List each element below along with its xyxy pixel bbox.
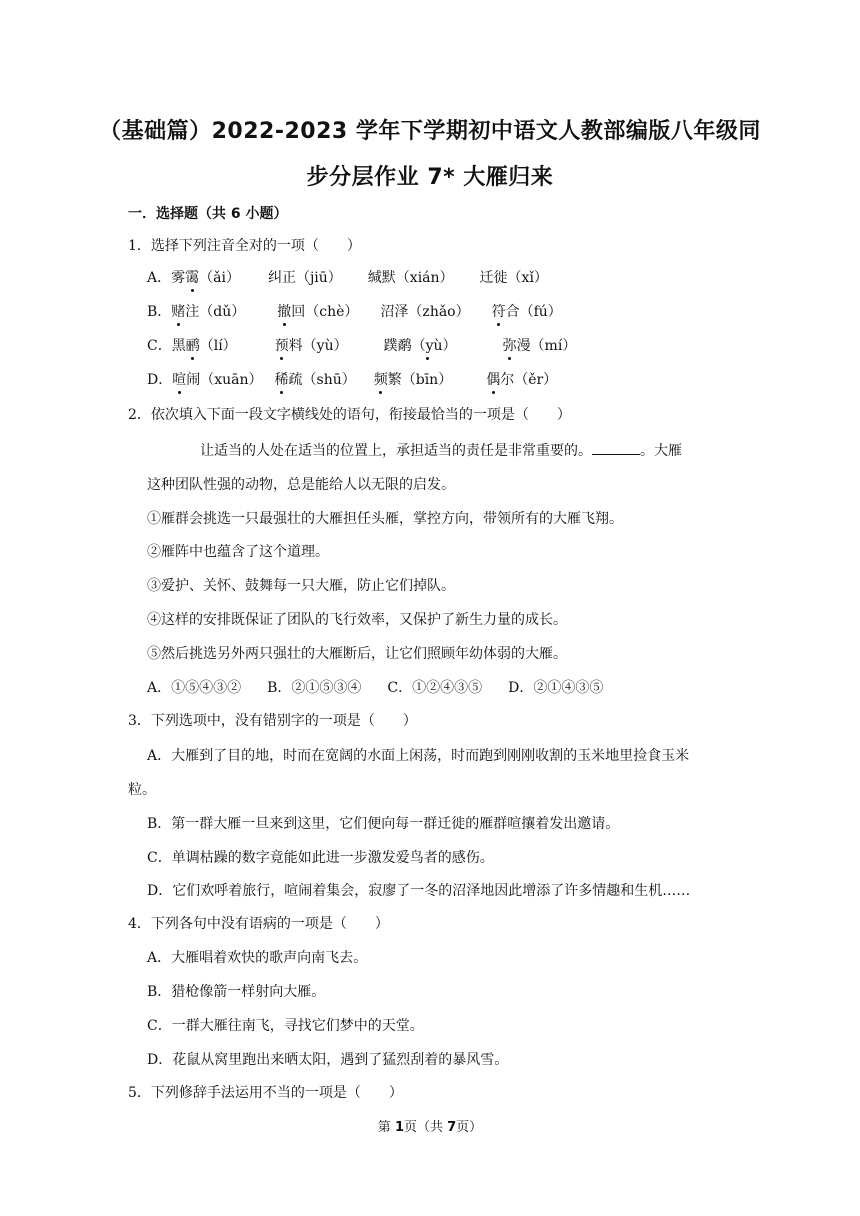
q4-option-c: C．一群大雁往南飞，寻找它们梦中的天堂。 bbox=[147, 1018, 424, 1034]
q5-stem: 5．下列修辞手法运用不当的一项是（ ） bbox=[128, 1085, 403, 1101]
fill-blank-line bbox=[592, 440, 640, 455]
q4-option-b: B．猎枪像箭一样射向大雁。 bbox=[147, 984, 326, 1000]
dotted-char: 预 bbox=[274, 338, 289, 354]
q2-option-b: B．②①⑤③④ bbox=[267, 680, 362, 696]
section-heading: 一．选择题（共 6 小题） bbox=[128, 206, 288, 222]
dotted-char: 撤 bbox=[277, 304, 292, 320]
document-title-line1: （基础篇）2022-2023 学年下学期初中语文人教部编版八年级同 bbox=[99, 119, 761, 144]
dotted-char: 符 bbox=[491, 304, 506, 320]
q2-stem: 2．依次填入下面一段文字横线处的语句，衔接最恰当的一项是（ ） bbox=[128, 407, 571, 423]
q4-option-a: A．大雁唱着欢快的歌声向南飞去。 bbox=[147, 950, 368, 966]
q4-option-d: D．花鼠从窝里跑出来晒太阳，遇到了猛烈刮着的暴风雪。 bbox=[147, 1052, 509, 1068]
q2-sentence-4: ④这样的安排既保证了团队的飞行效率，又保护了新生力量的成长。 bbox=[147, 612, 567, 628]
q3-option-a-line2: 粒。 bbox=[128, 782, 156, 798]
dotted-char: 霭 bbox=[185, 270, 200, 286]
dotted-char: 弥 bbox=[502, 338, 517, 354]
q3-option-c: C．单调枯躁的数字竟能如此进一步激发爱鸟者的感伤。 bbox=[147, 850, 494, 866]
q1-stem: 1．选择下列注音全对的一项（ ） bbox=[128, 238, 361, 254]
q1-option-c: C．黑鹂（lí） 预料（yù） 蹼鹬（yù） 弥漫（mí） bbox=[147, 338, 577, 354]
dotted-char: 偶 bbox=[486, 372, 501, 388]
page-footer: 第 1页（共 7页） bbox=[377, 1120, 483, 1135]
dotted-char: 鹬（yù） bbox=[397, 338, 457, 354]
dotted-char: 赌 bbox=[171, 304, 186, 320]
q1-option-b: B．赌注（dǔ） 撤回（chè） 沼泽（zhǎo） 符合（fú） bbox=[147, 304, 562, 320]
q2-options bbox=[147, 678, 603, 698]
q3-option-a-line1: A．大雁到了目的地，时而在宽阔的水面上闲荡，时而跑到刚刚收割的玉米地里捡食玉米 bbox=[147, 748, 690, 764]
q3-option-b: B．第一群大雁一旦来到这里，它们便向每一群迁徙的雁群喧攘着发出邀请。 bbox=[147, 816, 620, 832]
q2-option-a: A．①⑤④③② bbox=[147, 680, 242, 696]
q2-sentence-5: ⑤然后挑选另外两只强壮的大雁断后，让它们照顾年幼体弱的大雁。 bbox=[147, 646, 567, 662]
q2-paragraph-line2: 这种团队性强的动物，总是能给人以无限的启发。 bbox=[147, 477, 455, 493]
q2-sentence-2: ②雁阵中也蕴含了这个道理。 bbox=[147, 544, 329, 560]
document-title-line2: 步分层作业 7* 大雁归来 bbox=[306, 165, 554, 190]
q4-stem: 4．下列各句中没有语病的一项是（ ） bbox=[128, 916, 389, 932]
dotted-char: 频 bbox=[373, 372, 388, 388]
q3-stem: 3．下列选项中，没有错别字的一项是（ ） bbox=[128, 713, 417, 729]
q2-sentence-3: ③爱护、关怀、鼓舞每一只大雁，防止它们掉队。 bbox=[147, 578, 455, 594]
q2-sentence-1: ①雁群会挑选一只最强壮的大雁担任头雁，掌控方向，带领所有的大雁飞翔。 bbox=[147, 511, 623, 527]
q1-option-a: A．雾霭（ǎi） 纠正（jiū） 缄默（xián） 迁徙（xǐ） bbox=[147, 270, 548, 286]
q1-option-d: D．喧闹（xuān） 稀疏（shū） 频繁（bīn） 偶尔（ěr） bbox=[147, 372, 558, 388]
dotted-char: 鹂 bbox=[185, 338, 200, 354]
total-pages: 7 bbox=[447, 1120, 457, 1135]
q2-paragraph-line1: 让适当的人处在适当的位置上，承担适当的责任是非常重要的。 。大雁 bbox=[200, 440, 682, 461]
q2-option-c: C．①②④③⑤ bbox=[387, 680, 483, 696]
page-number: 1 bbox=[394, 1120, 404, 1135]
dotted-char: 喧 bbox=[172, 372, 187, 388]
q2-option-d: D．②①④③⑤ bbox=[508, 680, 604, 696]
q3-option-d: D．它们欢呼着旅行，喧闹着集会，寂廖了一冬的沼泽地因此增添了许多情趣和生机…… bbox=[147, 883, 691, 899]
dotted-char: 稀 bbox=[274, 372, 289, 388]
